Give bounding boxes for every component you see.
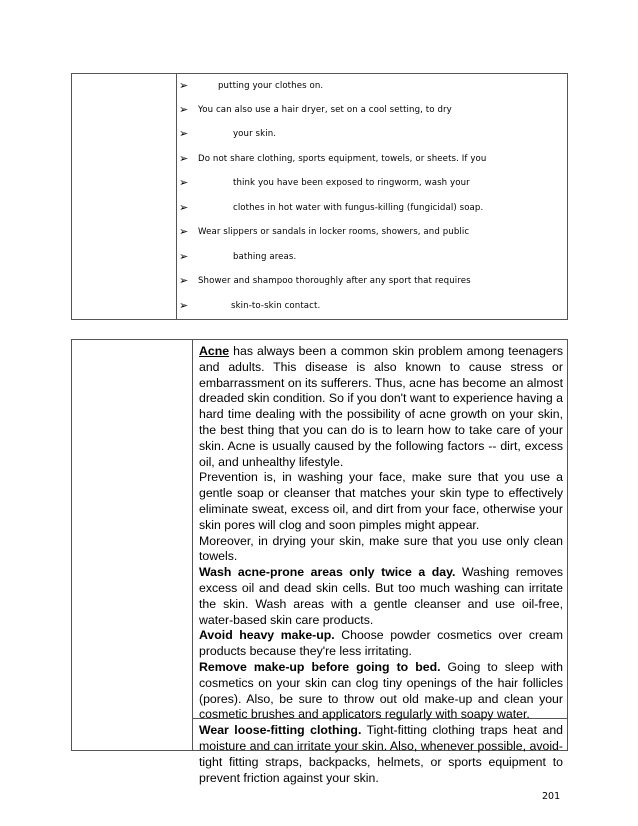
bullet-row [72, 222, 569, 246]
bullet-text: skin-to-skin contact. [231, 301, 321, 311]
acne-intro-paragraph [199, 344, 563, 470]
tip-heading: Avoid heavy make-up. [199, 628, 335, 643]
tip-body: Washing removes excess oil and dead skin cells. But too much washing can irritate the skin. Wash areas with a gentle cleanser and use oil-free, water-based skin care products. [199, 565, 564, 627]
bullet-row [72, 149, 569, 173]
arrow-bullet-icon: ➢ [179, 104, 189, 116]
bullet-text: think you have been exposed to ringworm, wash your [233, 178, 470, 188]
arrow-bullet-icon: ➢ [179, 177, 189, 189]
bullet-text: Wear slippers or sandals in locker rooms, showers, and public [198, 227, 470, 237]
tip-heading: Wash acne-prone areas only twice a day. [199, 565, 456, 580]
arrow-bullet-icon: ➢ [179, 202, 189, 214]
acne-keyword: Acne [199, 344, 230, 358]
bullet-text: putting your clothes on. [218, 81, 324, 91]
bullet-row [72, 247, 569, 271]
acne-intro-text: has always been a common skin problem among teenagers and adults. This disease is also known to cause stress or embarrassment on its sufferers. Thus, acne has become an almost dreaded skin condition. So if you don't want to experience having a hard time dealing with the possibility of acne growth on your skin, the best thing that you can do is to learn how to take care of your skin. Acne is usually caused by the following factors -- dirt, excess oil, and unhealthy lifestyle. [199, 344, 563, 469]
column-divider [192, 340, 193, 750]
bullet-row [72, 271, 569, 295]
arrow-bullet-icon: ➢ [179, 300, 189, 312]
prevention-paragraph: Prevention is, in washing your face, make sure that you use a gentle soap or cleanser that matches your skin type to effectively eliminate sweat, excess oil, and dirt from your face, otherwise your skin pores will clog and soon pimples might appear. [199, 470, 563, 532]
tip-paragraph [199, 723, 563, 786]
bullet-row [72, 76, 569, 100]
arrow-bullet-icon: ➢ [179, 128, 189, 140]
tip-paragraph [199, 660, 563, 723]
tip-body: Tight-fitting clothing traps heat and moisture and can irritate your skin. Also, whenever possible, avoid-tight fitting straps, backpacks, helmets, or sports equipment to prevent friction against your skin. [199, 723, 563, 785]
ringworm-prevention-table [71, 73, 568, 320]
bullet-row [72, 296, 569, 320]
tip-body: Going to sleep with cosmetics on your skin can clog tiny openings of the hair follicles (pores). Also, be sure to throw out old make-up and clean your cosmetic brushes and applicators regularly with soapy water. [199, 659, 563, 722]
drying-paragraph: Moreover, in drying your skin, make sure that you use only clean towels. [199, 533, 563, 564]
bullet-text: You can also use a hair dryer, set on a cool setting, to dry [198, 105, 452, 115]
tip-body: Choose powder cosmetics over cream products because they're less irritating. [199, 628, 563, 659]
bullet-text: your skin. [233, 129, 277, 139]
tip-heading: Remove make-up before going to bed. [199, 659, 441, 674]
arrow-bullet-icon: ➢ [179, 80, 189, 92]
bullet-row [72, 124, 569, 148]
bullet-text: bathing areas. [233, 252, 297, 262]
tip-paragraph [199, 565, 563, 628]
bullet-row [72, 100, 569, 124]
bullet-text: Do not share clothing, sports equipment, towels, or sheets. If you [198, 154, 487, 164]
tip-heading: Wear loose-fitting clothing. [199, 723, 362, 738]
arrow-bullet-icon: ➢ [179, 251, 189, 263]
acne-care-table [71, 339, 568, 785]
arrow-bullet-icon: ➢ [179, 275, 189, 287]
arrow-bullet-icon: ➢ [179, 153, 189, 165]
arrow-bullet-icon: ➢ [179, 226, 189, 238]
acne-text-block [199, 344, 563, 786]
bullet-text: clothes in hot water with fungus-killing (fungicidal) soap. [233, 203, 484, 213]
tip-paragraph [199, 628, 563, 660]
bullet-row [72, 198, 569, 222]
bullet-text: Shower and shampoo thoroughly after any sport that requires [198, 276, 471, 286]
page-number: 201 [542, 791, 561, 802]
bullet-row [72, 173, 569, 197]
